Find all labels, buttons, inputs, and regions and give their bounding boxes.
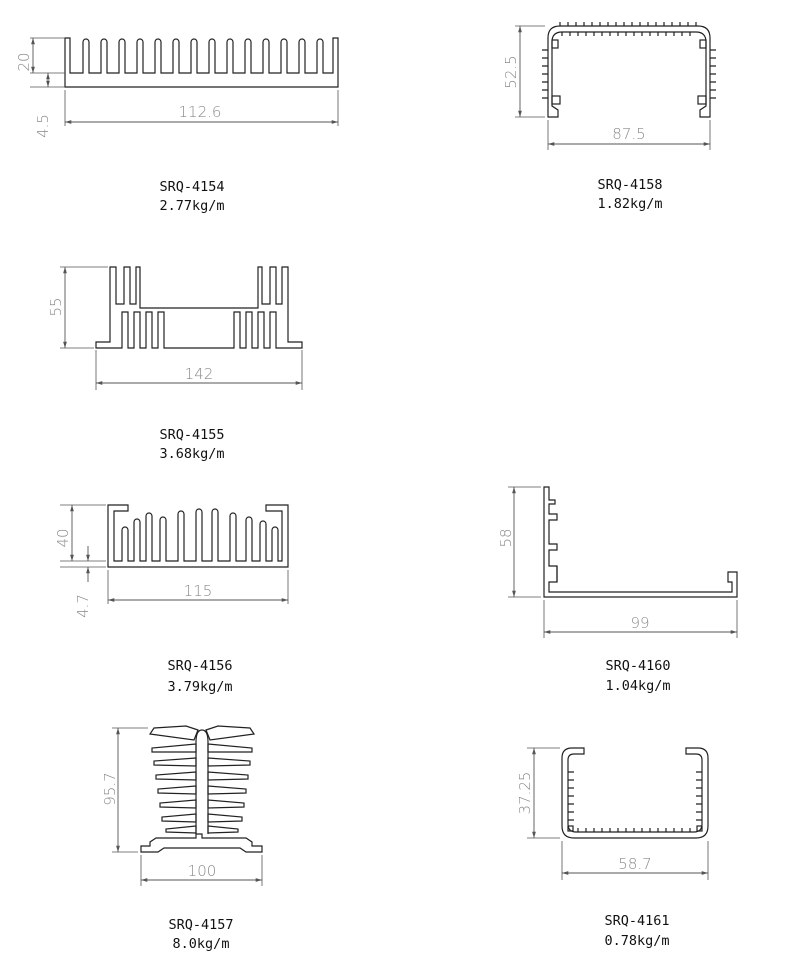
product-code: SRQ-4160 [605, 658, 671, 674]
base-dimension-label: 4.5 [34, 114, 52, 138]
width-dimension-label: 58.7 [618, 855, 652, 873]
width-dimension-label: 142 [184, 365, 214, 383]
height-dimension-label: 58 [497, 528, 515, 548]
product-srq-4157 [101, 726, 262, 952]
product-weight: 0.78kg/m [604, 933, 670, 949]
product-srq-4158 [502, 22, 716, 212]
heatsink-h-profile-icon [96, 267, 302, 348]
product-weight: 1.82kg/m [597, 196, 663, 212]
product-code: SRQ-4155 [159, 427, 225, 443]
product-weight: 2.77kg/m [159, 198, 225, 214]
enclosure-tube-profile-icon [542, 22, 716, 117]
width-dimension-label: 115 [183, 582, 213, 600]
product-weight: 3.79kg/m [167, 679, 233, 695]
product-weight: 3.68kg/m [159, 446, 225, 462]
product-weight: 1.04kg/m [605, 678, 671, 694]
product-code: SRQ-4157 [168, 917, 234, 933]
width-dimension-label: 99 [630, 614, 650, 632]
heatsink-tower-profile-icon [141, 726, 262, 852]
product-srq-4156 [54, 505, 288, 695]
width-dimension-label: 112.6 [178, 103, 222, 121]
height-dimension-label: 20 [15, 52, 33, 72]
product-srq-4160 [497, 487, 737, 694]
enclosure-small-profile-icon [562, 748, 708, 838]
product-code: SRQ-4161 [604, 913, 670, 929]
heatsink-comb-profile-icon [65, 38, 338, 87]
width-dimension-label: 87.5 [612, 125, 646, 143]
product-srq-4161 [516, 748, 708, 949]
l-channel-profile-icon [544, 487, 737, 597]
height-dimension-label: 55 [47, 297, 65, 317]
product-weight: 8.0kg/m [172, 936, 230, 952]
height-dimension-label: 95.7 [101, 772, 119, 806]
base-dimension-label: 4.7 [74, 594, 92, 618]
dimension-lines [60, 505, 288, 604]
product-code: SRQ-4154 [159, 179, 225, 195]
height-dimension-label: 52.5 [502, 55, 520, 89]
product-code: SRQ-4156 [167, 658, 233, 674]
height-dimension-label: 37.25 [516, 771, 534, 815]
dimension-lines [60, 267, 302, 390]
dimension-lines [508, 487, 737, 638]
product-srq-4155 [47, 267, 302, 462]
product-code: SRQ-4158 [597, 177, 663, 193]
heatsink-channel-profile-icon [108, 505, 288, 567]
width-dimension-label: 100 [187, 862, 217, 880]
product-srq-4154 [15, 38, 338, 214]
height-dimension-label: 40 [54, 528, 72, 548]
